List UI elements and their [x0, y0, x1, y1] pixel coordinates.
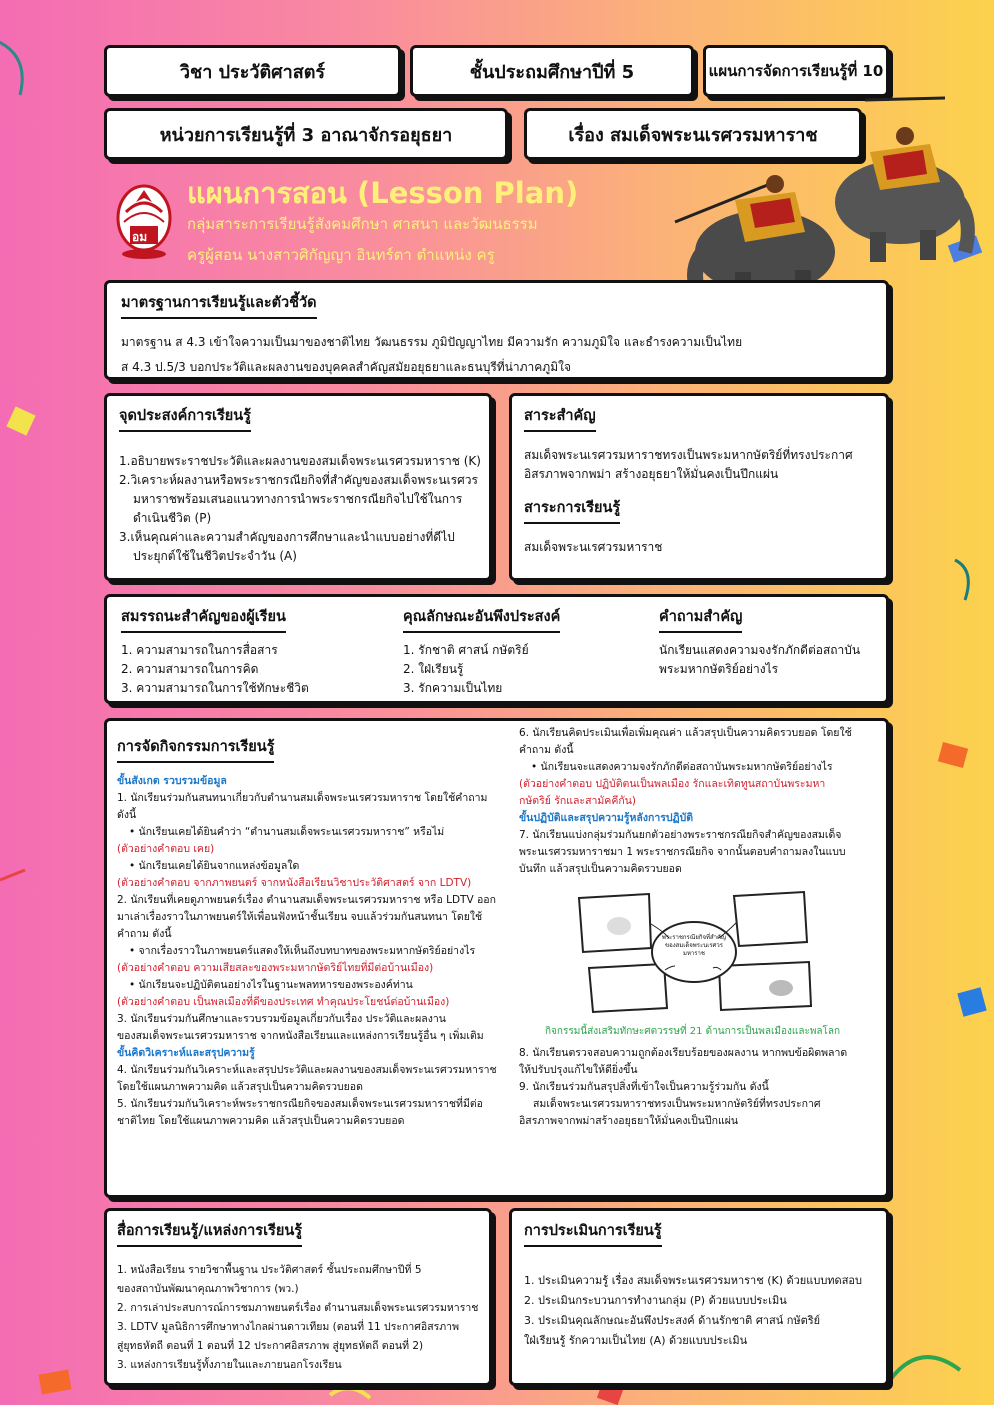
- activities-right-column-bottom: [519, 1045, 884, 1130]
- standards-box: [104, 280, 889, 380]
- competencies-box: [104, 594, 889, 704]
- competency-item: 2. ความสามารถในการคิด: [121, 662, 259, 676]
- activity-line: 6. นักเรียนคิดประเมินเพื่อเพิ่มคุณค่า แล้วสรุปเป็นความคิดรวบยอด โดยใช้: [519, 727, 852, 739]
- grade-text: ชั้นประถมศึกษาปีที่ 5: [469, 61, 635, 83]
- media-line: ของสถาบันพัฒนาคุณภาพวิชาการ (พว.): [117, 1283, 299, 1295]
- media-line: 1. หนังสือเรียน รายวิชาพื้นฐาน ประวัติศาสตร์ ชั้นประถมศึกษาปีที่ 5: [117, 1264, 422, 1276]
- objectives-title: จุดประสงค์การเรียนรู้: [119, 404, 251, 432]
- characteristic-item: 2. ใฝ่เรียนรู้: [403, 662, 464, 676]
- media-line: 3. แหล่งการเรียนรู้ทั้งภายในและภายนอกโรงเรียน: [117, 1359, 342, 1371]
- objective-line: ดำเนินชีวิต (P): [133, 511, 212, 525]
- activity-line: (ตัวอย่างคำตอบ เคย): [117, 843, 215, 855]
- key-concept-text: สมเด็จพระนเรศวรมหาราชทรงเป็นพระมหากษัตริย์ที่ทรงประกาศอิสรภาพจากพม่า สร้างอยุธยาให้มั่นคงเป็นปึกแผ่น: [524, 448, 853, 481]
- characteristic-item: 1. รักชาติ ศาสน์ กษัตริย์: [403, 643, 529, 657]
- key-question-text: นักเรียนแสดงความจงรักภักดีต่อสถาบันพระมหากษัตริย์อย่างไร: [659, 643, 861, 676]
- learning-content-title: สาระการเรียนรู้: [524, 496, 620, 524]
- activity-line: • จากเรื่องราวในภาพยนตร์แสดงให้เห็นถึงบทบาทของพระมหากษัตริย์อย่างไร: [129, 945, 476, 957]
- assessment-title: การประเมินการเรียนรู้: [524, 1219, 662, 1247]
- worksheet-thumbnail: [569, 890, 819, 1020]
- school-logo: [114, 182, 174, 262]
- competencies-title: สมรรถนะสำคัญของผู้เรียน: [121, 605, 286, 633]
- key-question-title: คำถามสำคัญ: [659, 605, 742, 633]
- objectives-box: [104, 393, 492, 581]
- activity-line: • นักเรียนเคยได้ยินคำว่า “ตำนานสมเด็จพระนเรศวรมหาราช” หรือไม่: [129, 826, 445, 838]
- media-box: [104, 1208, 492, 1386]
- worksheet-caption: กิจกรรมนี้ส่งเสริมทักษะศตวรรษที่ 21 ด้านการเป็นพลเมืองและพลโลก: [545, 1026, 841, 1037]
- objective-line: 2.วิเคราะห์ผลงานหรือพระราชกรณียกิจที่สำคัญของสมเด็จพระนเรศวร: [119, 473, 478, 487]
- elephant-battle-illustration: [655, 92, 985, 302]
- activity-line: อิสรภาพจากพม่าสร้างอยุธยาให้มั่นคงเป็นปึกแผ่น: [519, 1115, 739, 1127]
- activity-line: โดยใช้แผนภาพความคิด แล้วสรุปเป็นความคิดรวบยอด: [117, 1081, 363, 1093]
- activity-line: 1. นักเรียนร่วมกันสนทนาเกี่ยวกับตำนานสมเด็จพระนเรศวรมหาราช โดยใช้คำถาม: [117, 792, 488, 804]
- activities-right-column: [519, 725, 884, 878]
- activity-line: 5. นักเรียนร่วมกันวิเคราะห์พระราชกรณียกิจของสมเด็จพระนเรศวรมหาราชที่มีต่อ: [117, 1098, 483, 1110]
- objective-line: 3.เห็นคุณค่าและความสำคัญของการศึกษาและนำแบบอย่างที่ดีไป: [119, 530, 455, 544]
- subject-header: [104, 45, 401, 97]
- key-concept-box: [509, 393, 889, 581]
- activity-line: 9. นักเรียนร่วมกันสรุปสิ่งที่เข้าใจเป็นความรู้ร่วมกัน ดังนี้: [519, 1081, 769, 1093]
- standards-line: ส 4.3 ป.5/3 บอกประวัติและผลงานของบุคคลสำคัญสมัยอยุธยาและธนบุรีที่น่าภาคภูมิใจ: [121, 360, 572, 374]
- activity-line: ชาติไทย โดยใช้แผนภาพความคิด แล้วสรุปเป็นความคิดรวบยอด: [117, 1115, 405, 1127]
- activities-left-column: [117, 773, 517, 1130]
- assessment-line: 2. ประเมินกระบวนการทำงานกลุ่ม (P) ด้วยแบบประเมิน: [524, 1294, 787, 1307]
- plan-number-text: แผนการจัดการเรียนรู้ที่ 10: [708, 62, 884, 80]
- characteristic-item: 3. รักความเป็นไทย: [403, 681, 503, 695]
- activity-line: ขั้นปฏิบัติและสรุปความรู้หลังการปฏิบัติ: [519, 812, 694, 824]
- standards-line: มาตรฐาน ส 4.3 เข้าใจความเป็นมาของชาติไทย วัฒนธรรม ภูมิปัญญาไทย มีความรัก ความภูมิใจ และธำรงความเป็นไทย: [121, 335, 743, 349]
- competency-item: 3. ความสามารถในการใช้ทักษะชีวิต: [121, 681, 309, 695]
- worksheet-center-text: พระราชกรณียกิจที่สำคัญของสมเด็จพระนเรศวรมหาราช: [661, 934, 727, 957]
- banner-department: กลุ่มสาระการเรียนรู้สังคมศึกษา ศาสนา และวัฒนธรรม: [187, 215, 538, 233]
- activities-box: [104, 718, 889, 1198]
- banner-title: แผนการสอน (Lesson Plan): [187, 176, 579, 210]
- activity-line: (ตัวอย่างคำตอบ เป็นพลเมืองที่ดีของประเทศ ทำคุณประโยชน์ต่อบ้านเมือง): [117, 996, 450, 1008]
- media-line: 3. LDTV มูลนิธิการศึกษาทางไกลผ่านดาวเทียม (ตอนที่ 11 ประกาศอิสรภาพ: [117, 1321, 459, 1333]
- banner-teacher: ครูผู้สอน นางสาวศิกัญญา อินทร์ตา ตำแหน่ง ครู: [187, 246, 495, 264]
- learning-content-text: สมเด็จพระนเรศวรมหาราช: [524, 540, 663, 554]
- activity-line: กษัตริย์ รักและสามัคคีกัน): [519, 795, 636, 807]
- characteristics-title: คุณลักษณะอันพึงประสงค์: [403, 605, 560, 633]
- activity-line: (ตัวอย่างคำตอบ ปฏิบัติตนเป็นพลเมือง รักและเทิดทูนสถาบันพระมหา: [519, 778, 826, 790]
- activity-line: 2. นักเรียนที่เคยดูภาพยนตร์เรื่อง ตำนานสมเด็จพระนเรศวรมหาราช หรือ LDTV ออก: [117, 894, 496, 906]
- grade-header: [410, 45, 694, 97]
- assessment-line: ใฝ่เรียนรู้ รักความเป็นไทย (A) ด้วยแบบประเมิน: [524, 1334, 748, 1347]
- activity-line: (ตัวอย่างคำตอบ จากภาพยนตร์ จากหนังสือเรียนวิชาประวัติศาสตร์ จาก LDTV): [117, 877, 472, 889]
- activity-line: 8. นักเรียนตรวจสอบความถูกต้องเรียบร้อยของผลงาน หากพบข้อผิดพลาด: [519, 1047, 848, 1059]
- objective-line: 1.อธิบายพระราชประวัติและผลงานของสมเด็จพระนเรศวรมหาราช (K): [119, 454, 481, 468]
- assessment-line: 3. ประเมินคุณลักษณะอันพึงประสงค์ ด้านรักชาติ ศาสน์ กษัตริย์: [524, 1314, 821, 1327]
- activity-line: คำถาม ดังนี้: [519, 744, 574, 756]
- media-line: สู่ยุทธหัตถี ตอนที่ 1 ตอนที่ 12 ประกาศอิสรภาพ สู่ยุทธหัตถี ตอนที่ 2): [117, 1340, 424, 1352]
- media-title: สื่อการเรียนรู้/แหล่งการเรียนรู้: [117, 1219, 302, 1247]
- objective-line: มหาราชพร้อมเสนอแนวทางการนำพระราชกรณียกิจไปใช้ในการ: [133, 492, 463, 506]
- unit-text: หน่วยการเรียนรู้ที่ 3 อาณาจักรอยุธยา: [159, 124, 453, 146]
- activity-line: ดังนี้: [117, 809, 137, 821]
- activity-line: • นักเรียนจะปฏิบัติตนอย่างไรในฐานะพลทหารของพระองค์ท่าน: [129, 979, 413, 991]
- activity-line: ของสมเด็จพระนเรศวรมหาราช จากหนังสือเรียนและแหล่งการเรียนรู้อื่น ๆ เพิ่มเติม: [117, 1030, 484, 1042]
- activity-line: ขั้นสังเกต รวบรวมข้อมูล: [117, 775, 227, 787]
- activity-line: 4. นักเรียนร่วมกันวิเคราะห์และสรุปประวัติและผลงานของสมเด็จพระนเรศวรมหาราช: [117, 1064, 497, 1076]
- activity-line: คำถาม ดังนี้: [117, 928, 172, 940]
- objective-line: ประยุกต์ใช้ในชีวิตประจำวัน (A): [133, 549, 297, 563]
- activity-line: 3. นักเรียนร่วมกันศึกษาและรวบรวมข้อมูลเกี่ยวกับเรื่อง ประวัติและผลงาน: [117, 1013, 446, 1025]
- activity-line: ให้ปรับปรุงแก้ไขให้ดียิ่งขึ้น: [519, 1064, 638, 1076]
- logo-lettering: อม: [132, 230, 148, 244]
- key-concept-title: สาระสำคัญ: [524, 404, 596, 432]
- subject-text: วิชา ประวัติศาสตร์: [179, 61, 326, 83]
- assessment-box: [509, 1208, 889, 1386]
- activity-line: บันทึก แล้วสรุปเป็นความคิดรวบยอด: [519, 863, 682, 875]
- media-line: 2. การเล่าประสบการณ์การชมภาพยนตร์เรื่อง ตำนานสมเด็จพระนเรศวรมหาราช: [117, 1302, 479, 1314]
- unit-header: [104, 108, 508, 160]
- activity-line: 7. นักเรียนแบ่งกลุ่มร่วมกันยกตัวอย่างพระราชกรณียกิจสำคัญของสมเด็จ: [519, 829, 842, 841]
- activity-line: มาเล่าเรื่องราวในภาพยนตร์ให้เพื่อนฟังหน้าชั้นเรียน จบแล้วร่วมกันสนทนา โดยใช้: [117, 911, 483, 923]
- activity-line: • นักเรียนจะแสดงความจงรักภักดีต่อสถาบันพระมหากษัตริย์อย่างไร: [531, 761, 833, 773]
- plan-number-header: [703, 45, 889, 97]
- activity-line: • นักเรียนเคยได้ยินจากแหล่งข้อมูลใด: [129, 860, 300, 872]
- activity-line: พระนเรศวรมหาราชมา 1 พระราชกรณียกิจ จากนั้นตอบคำถามลงในแบบ: [519, 846, 846, 858]
- activity-line: ขั้นคิดวิเคราะห์และสรุปความรู้: [117, 1047, 255, 1059]
- activities-title: การจัดกิจกรรมการเรียนรู้: [117, 735, 274, 763]
- assessment-line: 1. ประเมินความรู้ เรื่อง สมเด็จพระนเรศวรมหาราช (K) ด้วยแบบทดสอบ: [524, 1274, 863, 1287]
- activity-line: (ตัวอย่างคำตอบ ความเสียสละของพระมหากษัตริย์ไทยที่มีต่อบ้านเมือง): [117, 962, 434, 974]
- standards-title: มาตรฐานการเรียนรู้และตัวชี้วัด: [121, 291, 317, 319]
- topic-text: เรื่อง สมเด็จพระนเรศวรมหาราช: [568, 124, 818, 146]
- competency-item: 1. ความสามารถในการสื่อสาร: [121, 643, 278, 657]
- activity-line: สมเด็จพระนเรศวรมหาราชทรงเป็นพระมหากษัตริย์ที่ทรงประกาศ: [533, 1098, 821, 1110]
